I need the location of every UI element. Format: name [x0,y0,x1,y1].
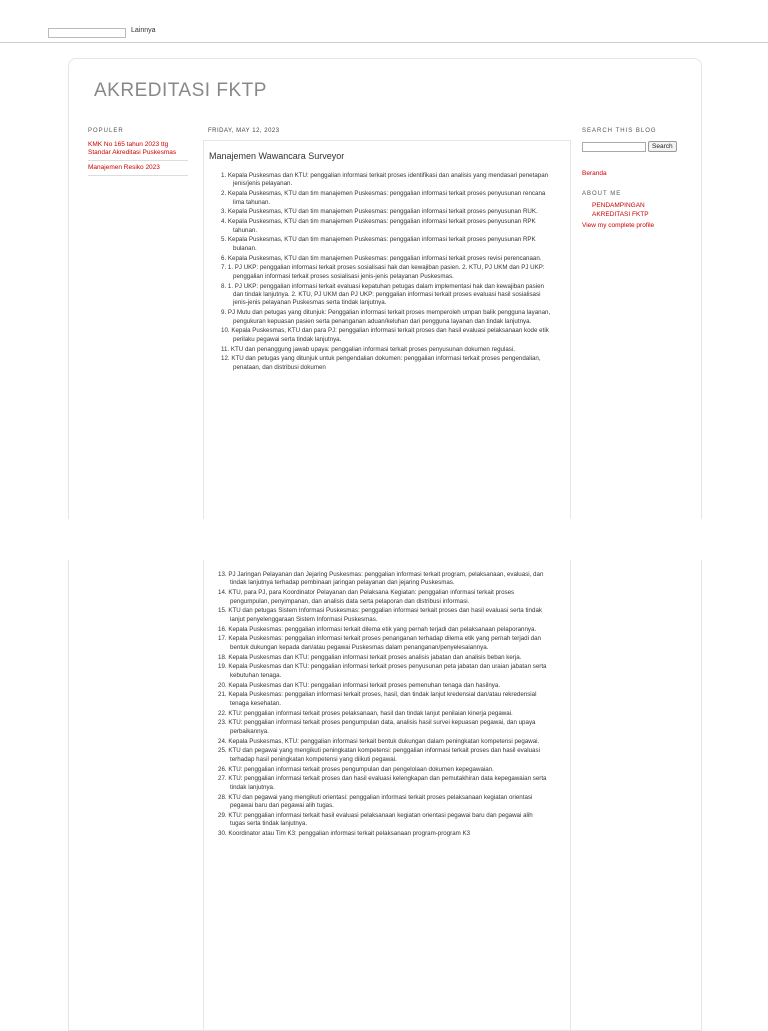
list-item: 29. KTU: penggalian informasi terkait hasil evaluasi pelaksanaan kegiatan orientasi pegawai baru dan pegawai alih tugas serta tindak lanjutnya. [218,811,533,828]
list-item: 8. 1. PJ UKP: penggalian informasi terkait evaluasi kepatuhan petugas dalam implementasi hak dan kewajiban pasien dan tindak lanjutnya. 2. KTU, PJ UKM dan PJ UKP: penggalian informasi terkait proses evaluasi hasil sosialisasi jenis-jenis pelayanan Puskesmas serta tindak lanjutnya. [221,282,544,307]
list-item: 13. PJ Jaringan Pelayanan dan Jejaring Puskesmas: penggalian informasi terkait program, pelaksanaan, evaluasi, dan tindak lanjutnya terhadap pembinaan jaringan pelayanan dan jejaring Puskesmas. [218,571,544,587]
list-item: 1. Kepala Puskesmas dan KTU: penggalian informasi terkait proses identifikasi dan analisis yang mendasari penetapan jenis/jenis pelayanan. [221,172,549,188]
list-item: 21. Kepala Puskesmas: penggalian informasi terkait proses, hasil, dan tindak lanjut kredensial dan/atau rekredensial tenaga kesehatan. [218,691,537,707]
search-form [582,141,682,152]
search-button[interactable]: Search [648,141,677,152]
popular-link-1[interactable]: KMK No 165 tahun 2023 ttg Standar Akreditasi Puskesmas [88,141,177,156]
divider [88,175,188,176]
blog-title[interactable]: AKREDITASI FKTP [94,80,267,101]
list-item: 23. KTU: penggalian informasi terkait proses pengumpulan data, analisis hasil survei kepuasan pegawai, dan upaya perbaikannya. [218,719,536,735]
list-item: 20. Kepala Puskesmas dan KTU: penggalian informasi terkait proses pemenuhan tenaga dan hasilnya. [218,681,501,689]
list-item: 4. Kepala Puskesmas, KTU dan tim manajemen Puskesmas: penggalian informasi terkait proses penyusunan RPK tahunan. [221,218,536,234]
list-item: 27. KTU: penggalian informasi terkait proses dan hasil evaluasi kelengkapan dan pemutakhiran data kepegawaian serta tindak lanjutnya. [218,775,547,791]
list-item: 15. KTU dan petugas Sistem Informasi Puskesmas: penggalian informasi terkait proses dan hasil evaluasi serta tindak lanjut penyelenggaraan Sistem Informasi Puskesmas. [218,607,542,623]
list-item: 25. KTU dan pegawai yang mengikuti peningkatan kompetensi: penggalian informasi terkait proses dan hasil evaluasi terhadap hasil peningkatan kompetensi yang diikuti pegawai. [218,747,540,763]
list-item: 26. KTU: penggalian informasi terkait proses pengumpulan dan pengelolaan dokumen kepegawaian. [218,765,494,773]
popular-heading: POPULER [88,128,124,134]
list-item: 19. Kepala Puskesmas dan KTU: penggalian informasi terkait proses penyusunan peta jabatan dan uraian jabatan serta kebutuhan tenaga. [218,663,547,679]
list-item: 24. Kepala Puskesmas, KTU: penggalian informasi terkait bentuk dukungan dalam peningkatan kompetensi pegawai. [218,737,540,745]
home-link[interactable]: Beranda [582,170,607,177]
list-item: 18. Kepala Puskesmas dan KTU: penggalian informasi terkait proses analisis jabatan dan analisis beban kerja. [218,653,522,661]
list-item: 7. 1. PJ UKP: penggalian informasi terkait proses sosialisasi hak dan kewajiban pasien. 2. KTU, PJ UKM dan PJ UKP: penggalian informasi terkait proses sosialisasi jenis-jenis pelayanan Puskesmas. [221,264,545,280]
list-item: 28. KTU dan pegawai yang mengikuti orientasi: penggalian informasi terkait proses pelaksanaan kegiatan orientasi pegawai baru dan pegawai alih tugas. [218,793,533,810]
about-heading: ABOUT ME [582,191,622,197]
list-item: 2. Kepala Puskesmas, KTU dan tim manajemen Puskesmas: penggalian informasi terkait proses penyusunan rencana lima tahunan. [221,190,546,206]
list-item: 10. Kepala Puskesmas, KTU dan para PJ: penggalian informasi terkait proses dan hasil evaluasi pelaksanaan kode etik perilaku pegawai serta tindak lanjutnya. [221,327,549,343]
search-heading: SEARCH THIS BLOG [582,128,657,134]
search-input[interactable] [582,142,646,152]
list-item: 5. Kepala Puskesmas, KTU dan tim manajemen Puskesmas: penggalian informasi terkait proses penyusunan RPK bulanan. [221,236,536,252]
list-item: 30. Koordinator atau Tim K3: penggalian informasi terkait pelaksanaan program-program K3 [218,830,471,838]
popular-link-2[interactable]: Manajemen Resiko 2023 [88,164,160,171]
list-item: 9. PJ Mutu dan petugas yang ditunjuk: Penggalian informasi terkait proses memperoleh umpan balik pengguna layanan, pengukuran kepuasan pasien serta penanganan aduan/keluhan dari pengguna layanan dan tindak lanjutnya. [221,309,551,325]
divider [88,160,188,161]
navbar-more-link[interactable]: Lainnya [131,27,156,34]
post-title[interactable]: Manajemen Wawancara Surveyor [209,151,345,161]
interview-list-continued [218,571,548,840]
top-navbar [0,0,768,43]
list-item: 14. KTU, para PJ, para Koordinator Pelayanan dan Pelaksana Kegiatan: penggalian informasi terkait proses pengumpulan, penyimpanan, dan analisis data serta pelaporan dan distribusi informasi. [218,589,515,605]
list-item: 22. KTU: penggalian informasi terkait proses pelaksanaan, hasil dan tindak lanjut penilaian kinerja pegawai. [218,709,513,717]
list-item: 12. KTU dan petugas yang ditunjuk untuk pengendalian dokumen: penggalian informasi terkait proses pengendalian, penataan, dan distribusi dokumen [221,355,541,371]
navbar-search-input[interactable] [48,28,126,38]
list-item: 6. Kepala Puskesmas, KTU dan tim manajemen Puskesmas: penggalian informasi terkait proses revisi perencanaan. [221,254,542,262]
list-item: 17. Kepala Puskesmas: penggalian informasi terkait proses penanganan terhadap dilema etik yang pernah terjadi dan bentuk dukungan kepada dan/atau pegawai Puskesmas dalam penanganan/penyelesaiannya. [218,635,541,651]
post-date: FRIDAY, MAY 12, 2023 [208,128,280,134]
popular-widget [88,128,188,179]
list-item: 16. Kepala Puskesmas: penggalian informasi terkait dilema etik yang pernah terjadi dan pelaksanaan pelaporannya. [218,625,537,633]
list-item: 3. Kepala Puskesmas, KTU dan tim manajemen Puskesmas: penggalian informasi terkait proses penyusunan RUK. [221,208,538,216]
interview-list [221,172,551,374]
right-sidebar [582,128,682,229]
profile-name-link[interactable]: PENDAMPINGAN AKREDITASI FKTP [592,202,649,218]
list-item: 11. KTU dan penanggung jawab upaya: penggalian informasi terkait proses penyusunan dokumen regulasi. [221,345,515,353]
profile-link[interactable]: View my complete profile [582,222,655,229]
